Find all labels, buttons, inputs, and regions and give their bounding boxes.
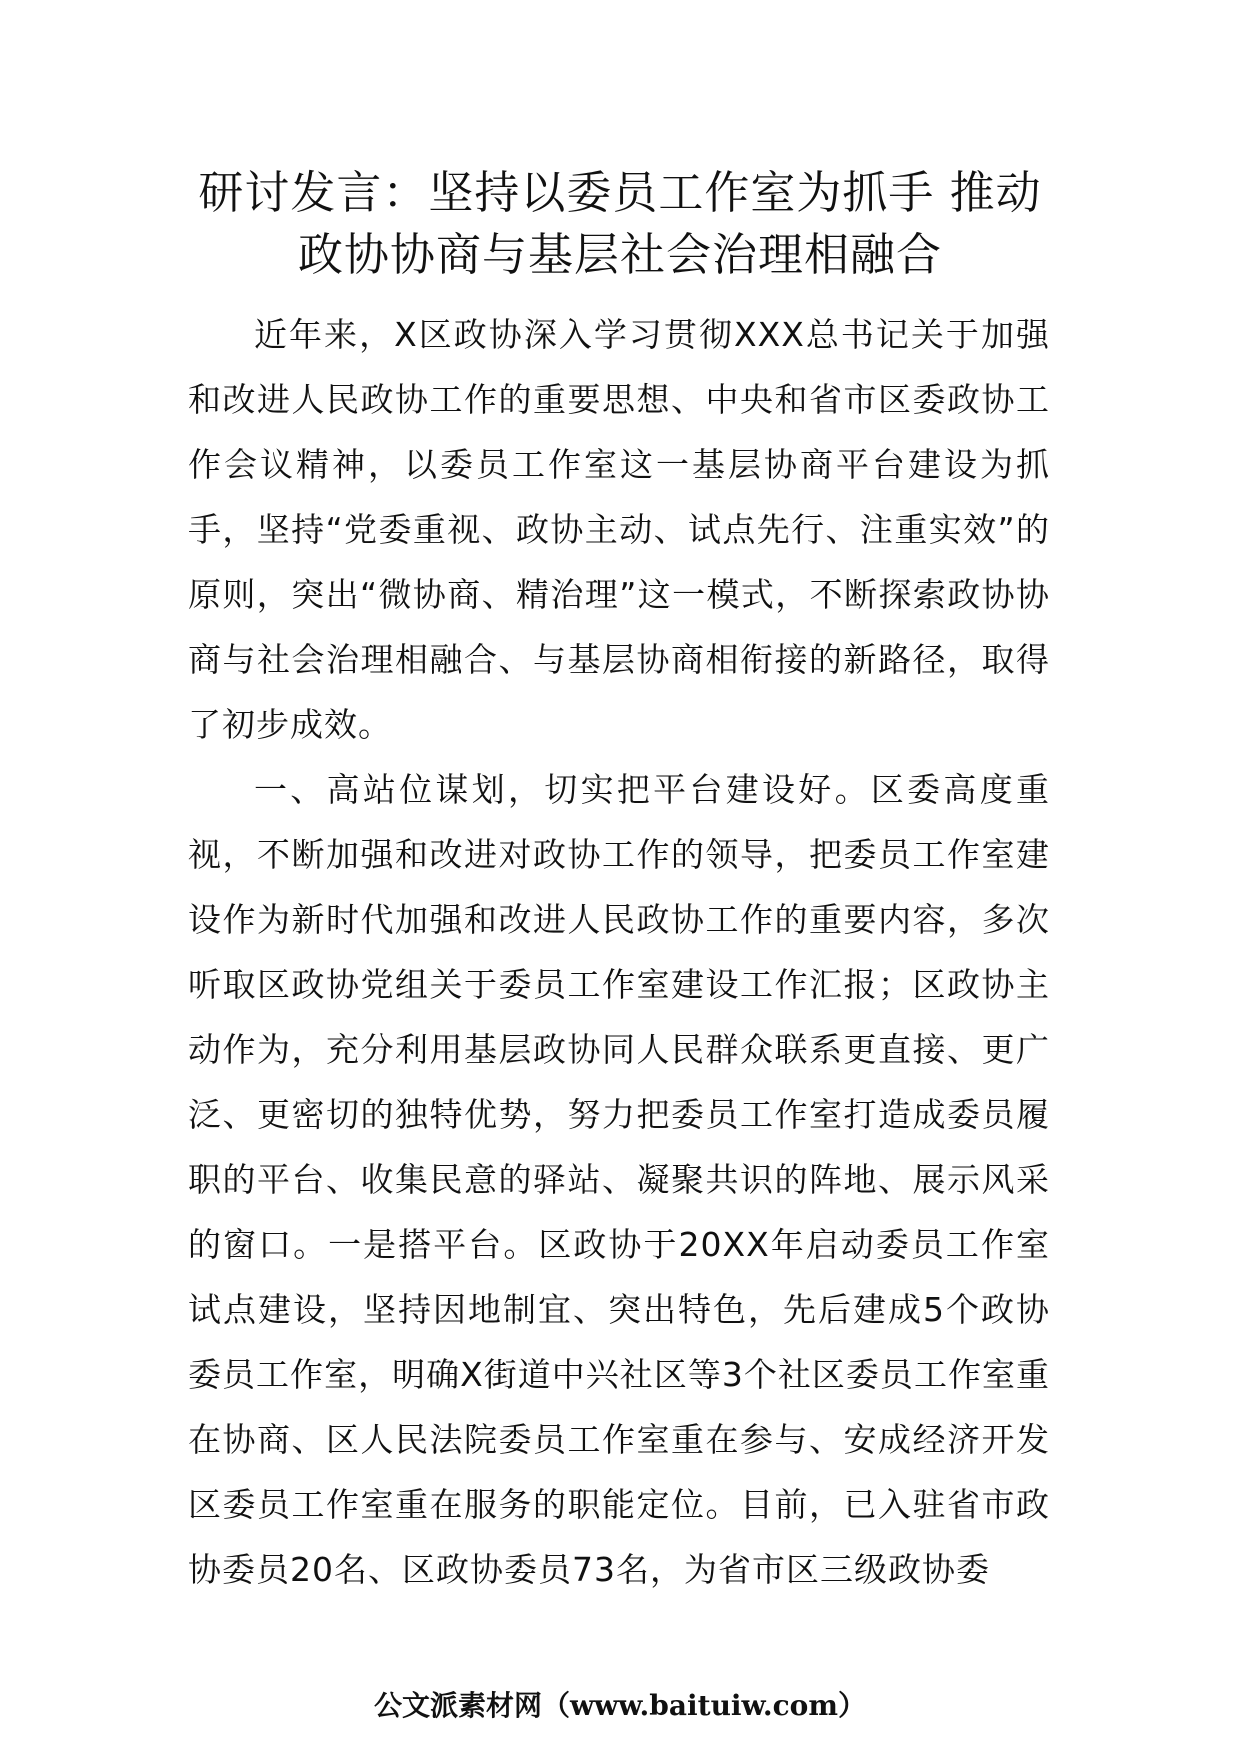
footer-watermark: 公文派素材网（www.baituiw.com） — [374, 1689, 866, 1722]
document-title — [170, 162, 1070, 286]
section-1-text: 区委高度重视，不断加强和改进对政协工作的领导，把委员工作室建设作为新时代加强和改进人民政协工作的重要内容，多次听取区政协党组关于委员工作室建设工作汇报；区政协主动作为，充分利用基层政协同人民群众联系更直接、更广泛、更密切的独特优势，努力把委员工作室打造成委员履职的平台、收集民意的驿站、凝聚共识的阵地、展示风采的窗口。一是搭平台。区政协于20XX年启动委员工作室试点建设，坚持因地制宜、突出特色，先后建成5个政协委员工作室，明确X街道中兴社区等3个社区委员工作室重在协商、区人民法院委员工作室重在参与、安成经济开发区委员工作室重在服务的职能定位。目前，已入驻省市政协委员20名、区政协委员73名，为省市区三级政协委 — [188, 770, 1051, 1589]
paragraph-intro: 近年来，X区政协深入学习贯彻XXX总书记关于加强和改进人民政协工作的重要思想、中央和省市区委政协工作会议精神，以委员工作室这一基层协商平台建设为抓手，坚持“党委重视、政协主动、试点先行、注重实效”的原则，突出“微协商、精治理”这一模式，不断探索政协协商与社会治理相融合、与基层协商相衔接的新路径，取得了初步成效。 — [188, 315, 1050, 744]
title-line-2: 政协协商与基层社会治理相融合 — [297, 228, 942, 281]
section-1-heading: 一、高站位谋划，切实把平台建设好。 — [254, 770, 871, 809]
paragraph-section-1 — [188, 757, 1050, 1602]
title-line-1: 研讨发言：坚持以委员工作室为抓手 推动 — [198, 166, 1042, 219]
document-body — [188, 302, 1050, 1602]
